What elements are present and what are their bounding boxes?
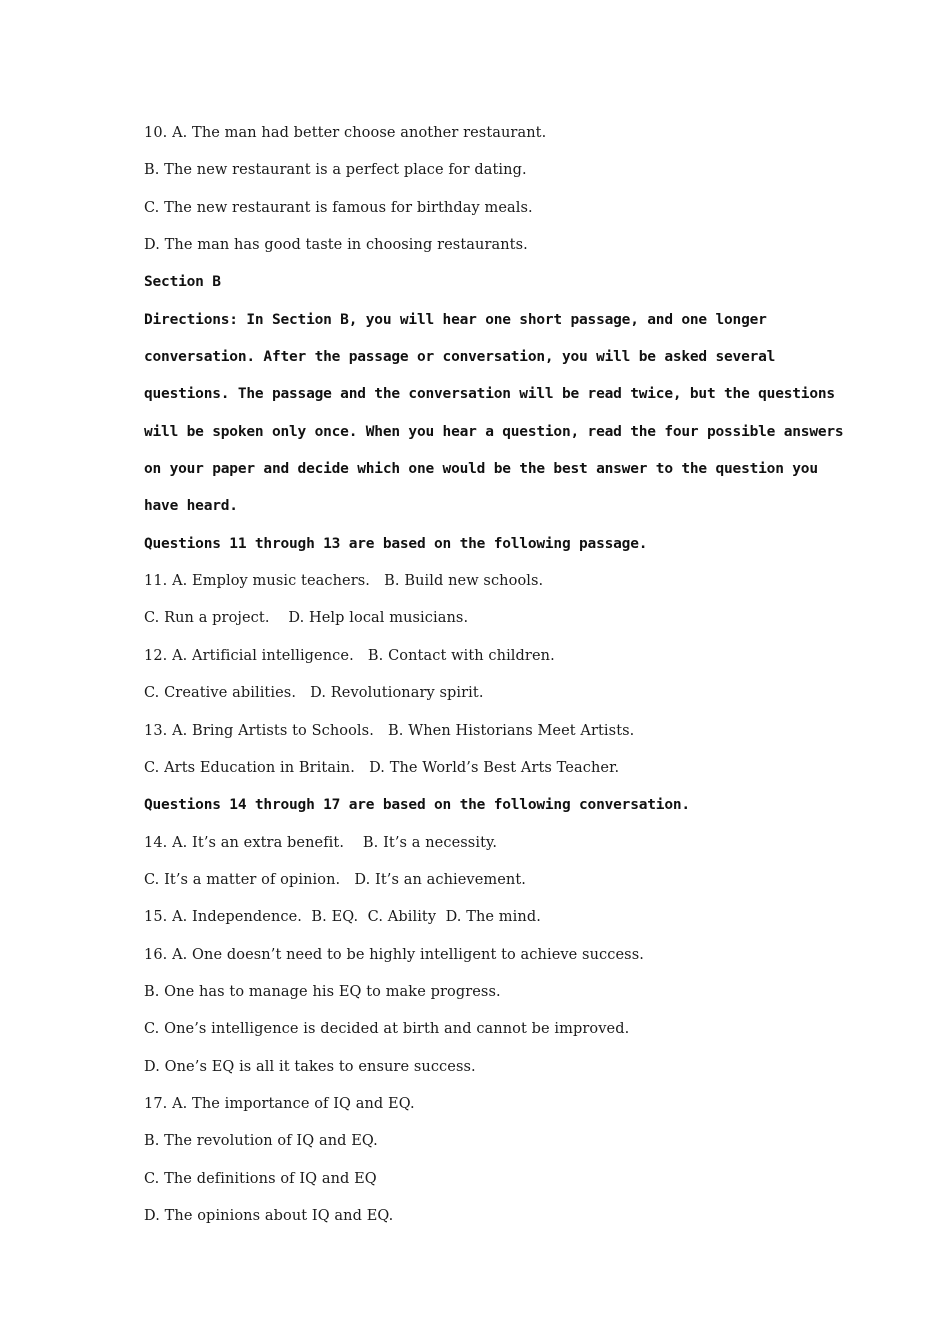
heading-line: questions. The passage and the conversation will be read twice, but the questions — [144, 386, 835, 403]
text-line: 10. A. The man had better choose another restaurant. — [144, 125, 547, 141]
text-line: C. Run a project. D. Help local musicians. — [144, 610, 469, 627]
text-line: D. One’s EQ is all it takes to ensure success. — [144, 1058, 476, 1075]
text-line: 16. A. One doesn’t need to be highly intelligent to achieve success. — [144, 946, 644, 963]
heading-line: Directions: In Section B, you will hear one short passage, and one longer — [144, 311, 767, 328]
text-line: B. The revolution of IQ and EQ. — [144, 1133, 378, 1150]
heading-line: Questions 11 through 13 are based on the following passage. — [144, 535, 648, 552]
text-line: C. The new restaurant is famous for birthday meals. — [144, 199, 533, 216]
text-line: D. The man has good taste in choosing restaurants. — [144, 237, 528, 254]
heading-line: Questions 14 through 17 are based on the following conversation. — [144, 797, 690, 814]
document-text-lines — [144, 115, 844, 1235]
text-line: C. The definitions of IQ and EQ — [144, 1170, 377, 1187]
heading-line: have heard. — [144, 498, 238, 515]
text-line: 14. A. It’s an extra benefit. B. It’s a necessity. — [144, 834, 498, 851]
text-line: C. One’s intelligence is decided at birth and cannot be improved. — [144, 1021, 630, 1038]
text-line: C. Creative abilities. D. Revolutionary spirit. — [144, 685, 484, 702]
text-line: C. Arts Education in Britain. D. The World’s Best Arts Teacher. — [144, 759, 620, 776]
heading-line: will be spoken only once. When you hear a question, read the four possible answers — [144, 423, 844, 440]
text-line: 12. A. Artificial intelligence. B. Contact with children. — [144, 647, 555, 664]
text-line: 17. A. The importance of IQ and EQ. — [144, 1095, 415, 1112]
heading-line: on your paper and decide which one would be the best answer to the question you — [144, 461, 818, 478]
text-line: 11. A. Employ music teachers. B. Build new schools. — [144, 573, 544, 590]
text-line: B. One has to manage his EQ to make progress. — [144, 983, 501, 1000]
text-line: 15. A. Independence. B. EQ. C. Ability D. The mind. — [144, 909, 541, 926]
text-line: D. The opinions about IQ and EQ. — [144, 1207, 394, 1224]
text-line: C. It’s a matter of opinion. D. It’s an achievement. — [144, 871, 527, 888]
text-line: 13. A. Bring Artists to Schools. B. When Historians Meet Artists. — [144, 722, 635, 739]
heading-line: Section B — [144, 274, 221, 291]
heading-line: conversation. After the passage or conversation, you will be asked several — [144, 349, 776, 366]
text-line: B. The new restaurant is a perfect place for dating. — [144, 162, 527, 179]
